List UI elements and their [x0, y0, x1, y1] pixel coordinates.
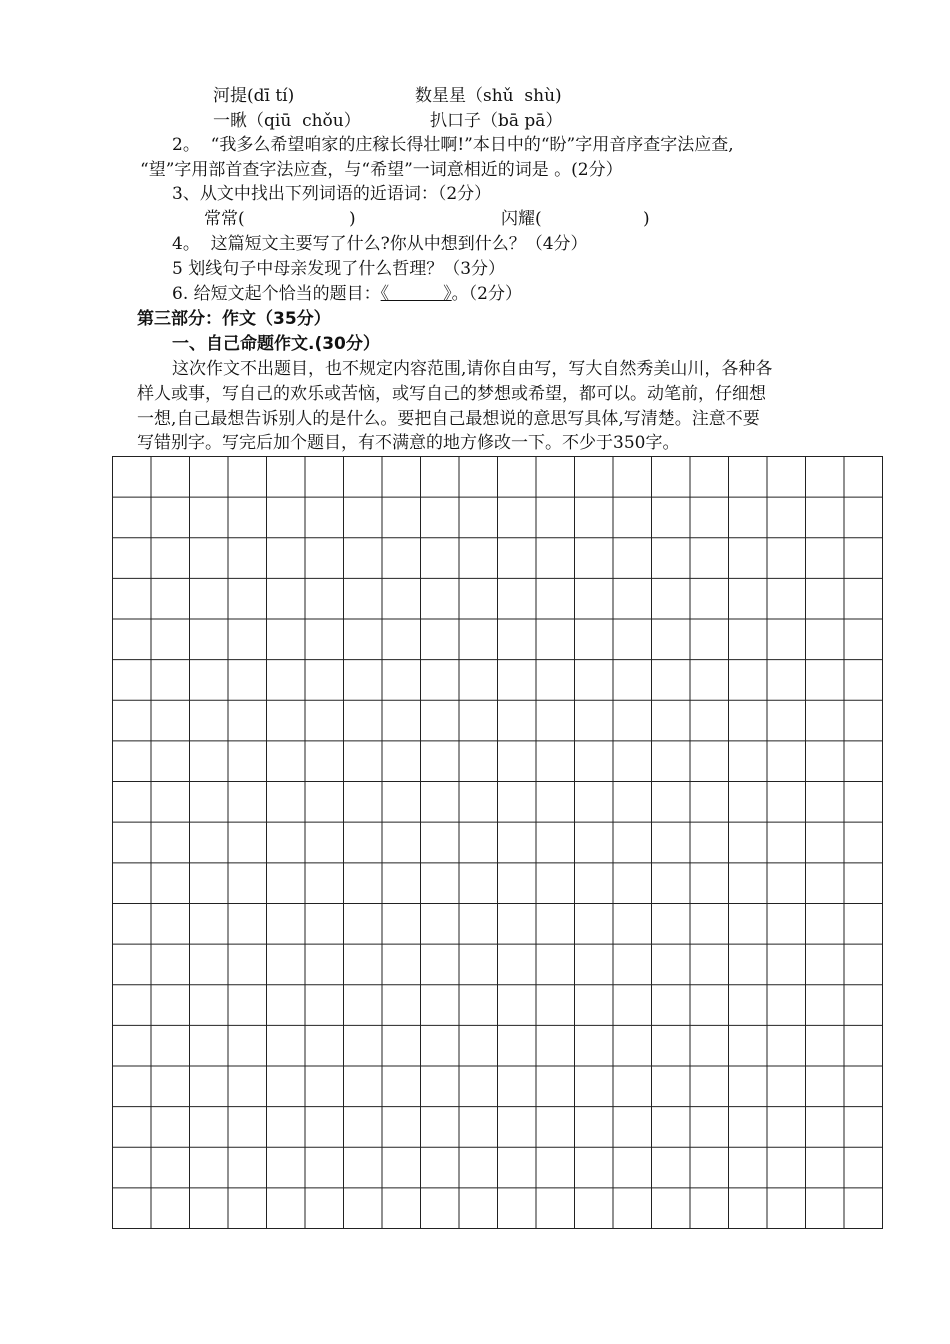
- question-3-title: 3、从文中找出下列词语的近语词：（2分）: [172, 184, 492, 204]
- title-blank: 《 》: [380, 284, 452, 304]
- composition-heading: 一、自己命题作文.(30分）: [172, 334, 380, 354]
- question-6: [172, 282, 522, 306]
- writing-grid[interactable]: [112, 456, 883, 1229]
- question-5: 5 划线句子中母亲发现了什么哲理？（3分）: [172, 259, 506, 279]
- composition-instructions-line-3: 一想,自己最想告诉别人的是什么。要把自己最想说的意思写具体,写清楚。注意不要: [137, 409, 760, 429]
- part-3-heading: 第三部分：作文（35分）: [137, 309, 331, 329]
- q1-row2-right: 扒口子（bā pā）: [430, 111, 563, 131]
- question-4: 4。 这篇短文主要写了什么?你从中想到什么？（4分）: [172, 234, 588, 254]
- composition-instructions-line-1: 这次作文不出题目，也不规定内容范围,请你自由写，写大自然秀美山川，各种各: [172, 359, 773, 379]
- question-2-line-2: “望”字用部首查字法应查，与“希望”一词意相近的词是 。(2分）: [140, 160, 623, 180]
- q1-row2-left: 一瞅（qiū chǒu）: [213, 111, 361, 131]
- composition-instructions-line-4: 写错别字。写完后加个题目，有不满意的地方修改一下。不少于350字。: [137, 433, 680, 453]
- question-3-word-1: 常常(: [204, 209, 245, 229]
- question-3-word-2-close: ): [643, 209, 650, 229]
- question-6-suffix: 。（2分）: [451, 284, 522, 304]
- question-2-line-1: 2。 “我多么希望咱家的庄稼长得壮啊!”本日中的“盼”字用音序查字法应查,: [172, 135, 734, 155]
- q1-row1-right: 数星星（shǔ shù): [415, 86, 562, 106]
- question-3-word-2: 闪耀(: [501, 209, 542, 229]
- question-3-word-1-close: ): [349, 209, 356, 229]
- composition-instructions-line-2: 样人或事，写自己的欢乐或苦恼，或写自己的梦想或希望，都可以。动笔前，仔细想: [137, 384, 766, 404]
- q1-row1-left: 河提(dī tí): [213, 86, 295, 106]
- question-6-prefix: 6. 给短文起个恰当的题目：: [172, 284, 381, 304]
